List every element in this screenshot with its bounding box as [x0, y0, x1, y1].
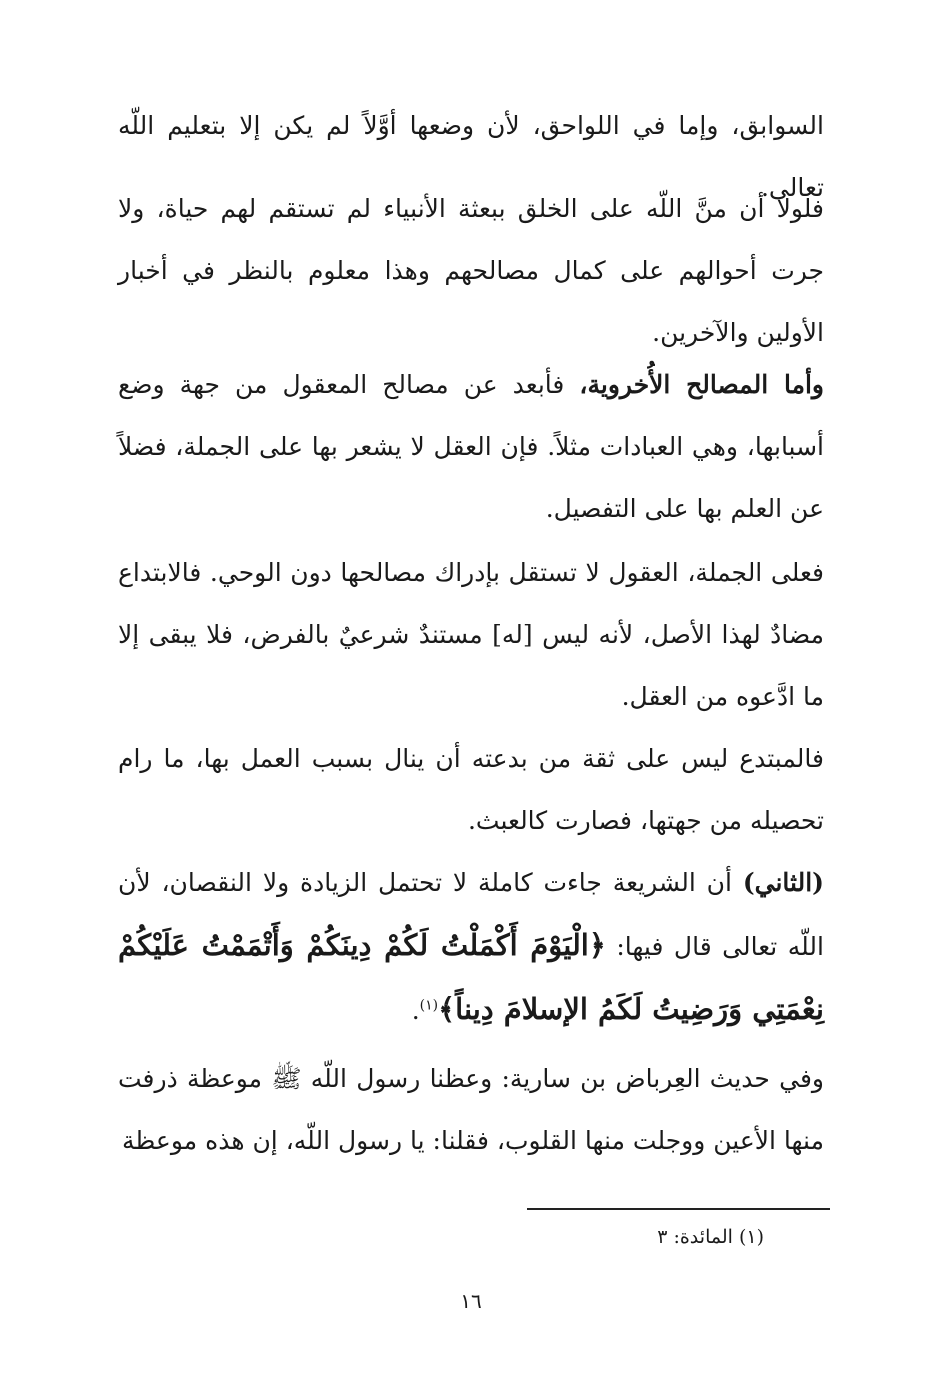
- paragraph-3-text: فأبعد عن مصالح المعقول من جهة وضع أسبابها، وهي العبادات مثلاً. فإن العقل لا يشعر بها على الجملة، فضلاً عن العلم بها على التفصيل.: [118, 370, 824, 523]
- paragraph-6-heading: (الثاني): [742, 868, 824, 897]
- paragraph-6-text: أن الشريعة جاءت كاملة لا تحتمل الزيادة ولا النقصان، لأن اللّه تعالى قال فيها:: [118, 868, 824, 961]
- footnote-divider: [527, 1208, 830, 1210]
- paragraph-2: [118, 178, 824, 364]
- paragraph-6: [118, 852, 824, 1042]
- footnote: (١) المائدة: ٣: [657, 1226, 764, 1248]
- paragraph-3: [118, 354, 824, 540]
- paragraph-5-text: فالمبتدع ليس على ثقة من بدعته أن ينال بسبب العمل بها، ما رام تحصيله من جهتها، فصارت كالعبث.: [118, 744, 824, 835]
- paragraph-6-tail: .: [411, 996, 420, 1025]
- paragraph-2-text: فلولا أن منَّ اللّه على الخلق ببعثة الأنبياء لم تستقم لهم حياة، ولا جرت أحوالهم على كمال مصالحهم وهذا معلوم بالنظر في أخبار الأولين والآخرين.: [118, 194, 824, 347]
- paragraph-1-text: السوابق، وإما في اللواحق، لأن وضعها أوَّلاً لم يكن إلا بتعليم اللّه تعالى.: [118, 111, 824, 202]
- paragraph-5: [118, 728, 824, 852]
- paragraph-3-heading: وأما المصالح الأُخروية،: [579, 370, 824, 399]
- page-number: ١٦: [460, 1289, 482, 1313]
- paragraph-4: [118, 542, 824, 728]
- quran-verse: ﴿الْيَوْمَ أَكْمَلْتُ لَكُمْ دِينَكُمْ وَأَتْمَمْتُ عَلَيْكُمْ نِعْمَتِي وَرَضِيتُ لَكَمُ الإسلامَ دِيناً﴾: [118, 928, 824, 1026]
- paragraph-7: [118, 1048, 824, 1172]
- footnote-reference: (١): [419, 997, 439, 1014]
- paragraph-7-text: وفي حديث العِرباض بن سارية: وعظنا رسول اللّه ﷺ موعظة ذرفت منها الأعين ووجلت منها القلوب، فقلنا: يا رسول اللّه، إن هذه موعظة: [118, 1064, 824, 1155]
- paragraph-4-text: فعلى الجملة، العقول لا تستقل بإدراك مصالحها دون الوحي. فالابتداع مضادٌ لهذا الأصل، لأنه ليس [له] مستندٌ شرعيٌ بالفرض، فلا يبقى إلا ما ادَّعوه من العقل.: [118, 558, 824, 711]
